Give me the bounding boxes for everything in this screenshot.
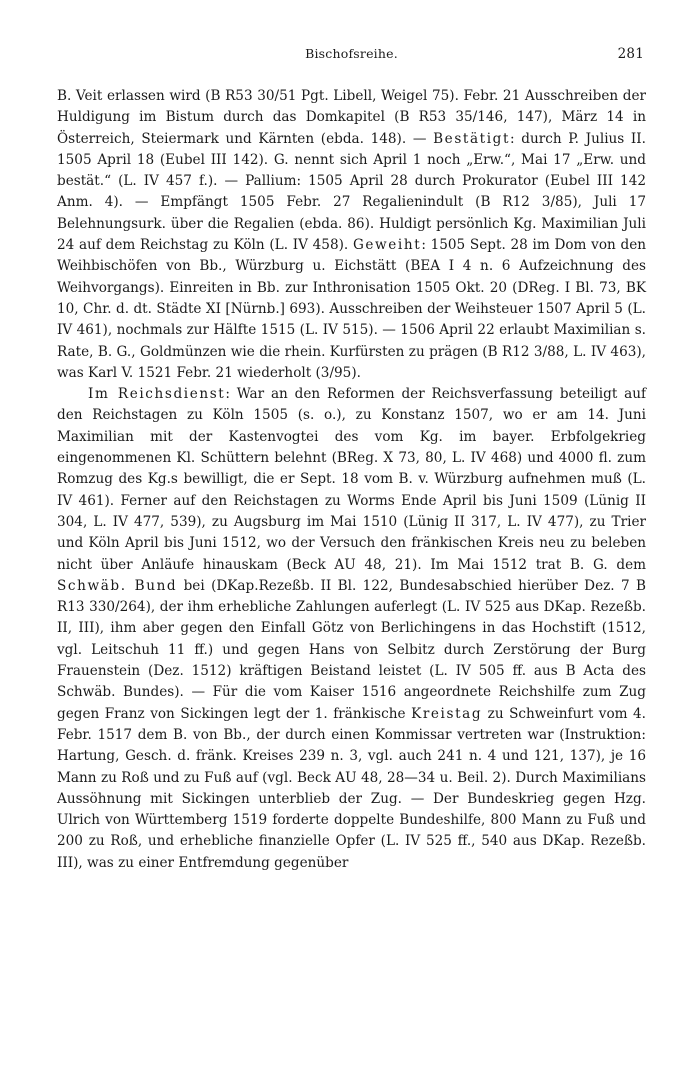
running-title: Bischofsreihe. [305, 46, 398, 61]
text-run: : durch P. Julius II. 1505 April 18 (Eubel III 142). G. nennt sich April 1 noch „Erw.“, Mai 17 „Erw. und bestät.“ (L. IV 457 f.). — Pallium: 1505 April 28 durch Prokurator (Eubel III 142 Anm. 4). — Empfängt 1505 Febr. 27 Regalienindult (B R12 3/85), Juli 17 Belehnungsurk. über die Regalien (ebda. 86). Huldigt persönlich Kg. Maximilian Juli 24 auf dem Reichstag zu Köln (L. IV 458). [57, 130, 646, 254]
book-page [57, 46, 646, 874]
spaced-term-bestaetigt: Bestätigt [433, 130, 511, 147]
spaced-term-reichsdienst: Im Reichsdienst [88, 386, 226, 403]
spaced-term-schwaeb-bund: Schwäb. Bund [57, 577, 178, 594]
paragraph-2 [57, 384, 646, 874]
text-run: zu Schweinfurt vom 4. Febr. 1517 dem B. von Bb., der durch einen Kommissar vertreten war (Instruktion: Hartung, Gesch. d. fränk. Kreises 239 n. 3, vgl. auch 241 n. 4 und 121, 137), je 16 Mann zu Roß und zu Fuß auf (vgl. Beck AU 48, 28—34 u. Beil. 2). Durch Maximilians Aussöhnung mit Sickingen unterblieb der Zug. — Der Bundeskrieg gegen Hzg. Ulrich von Württemberg 1519 forderte doppelte Bundeshilfe, 800 Mann zu Fuß und 200 zu Roß, und erhebliche finanzielle Opfer (L. IV 525 ff., 540 aus DKap. Rezeßb. III), was zu einer Entfremdung gegenüber [57, 705, 647, 871]
body-text [57, 86, 646, 874]
page-number: 281 [617, 46, 644, 62]
spaced-term-kreistag: Kreistag [411, 705, 483, 722]
spaced-term-geweiht: Geweiht [352, 237, 422, 254]
text-run: : 1505 Sept. 28 im Dom von den Weihbischöfen von Bb., Würzburg u. Eichstätt (BEA I 4 n. 6 Aufzeichnung des Weihvorgangs). Einreiten in Bb. zur Inthronisation 1505 Okt. 20 (DReg. I Bl. 73, BK 10, Chr. d. dt. Städte XI [Nürnb.] 693). Ausschreiben der Weihsteuer 1507 April 5 (L. IV 461), nochmals zur Hälfte 1515 (L. IV 515). — 1506 April 22 erlaubt Maximilian s. Rate, B. G., Goldmünzen wie die rhein. Kurfürsten zu prägen (B R12 3/88, L. IV 463), was Karl V. 1521 Febr. 21 wiederholt (3/95). [57, 237, 646, 381]
text-run: bei (DKap.Rezeßb. II Bl. 122, Bundesabschied hierüber Dez. 7 B R13 330/264), der ihm erhebliche Zahlungen auferlegt (L. IV 525 aus DKap. Rezeßb. II, III), ihm aber gegen den Einfall Götz von Berlichingens in das Hochstift (1512, vgl. Leitschuh 11 ff.) und gegen Hans von Selbitz durch Zerstörung der Burg Frauenstein (Dez. 1512) kräftigen Beistand leistet (L. IV 505 ff. aus B Acta des Schwäb. Bundes). — Für die vom Kaiser 1516 angeordnete Reichshilfe zum Zug gegen Franz von Sickingen legt der 1. fränkische [57, 577, 646, 722]
paragraph-1 [57, 86, 646, 384]
text-run: : War an den Reformen der Reichsverfassung beteiligt auf den Reichstagen zu Köln 1505 (s. o.), zu Konstanz 1507, wo er am 14. Juni Maximilian mit der Kastenvogtei des vom Kg. im bayer. Erbfolgekrieg eingenommenen Kl. Schüttern belehnt (BReg. X 73, 80, L. IV 468) und 4000 fl. zum Romzug des Kg.s bewilligt, die er Sept. 18 vom B. v. Würzburg aufnehmen muß (L. IV 461). Ferner auf den Reichstagen zu Worms Ende April bis Juni 1509 (Lünig II 304, L. IV 477, 539), zu Augsburg im Mai 1510 (Lünig II 317, L. IV 477), zu Trier und Köln April bis Juni 1512, wo der Versuch den fränkischen Kreis neu zu beleben nicht über Anläufe hinauskam (Beck AU 48, 21). Im Mai 1512 trat B. G. dem [57, 386, 646, 573]
running-head [57, 46, 646, 68]
text-run: B. Veit erlassen wird (B R53 30/51 Pgt. Libell, Weigel 75). Febr. 21 Ausschreiben der Huldigung im Bistum durch das Domkapitel (B R53 35/146, 147), März 14 in Österreich, Steiermark und Kärnten (ebda. 148). — [57, 88, 646, 147]
